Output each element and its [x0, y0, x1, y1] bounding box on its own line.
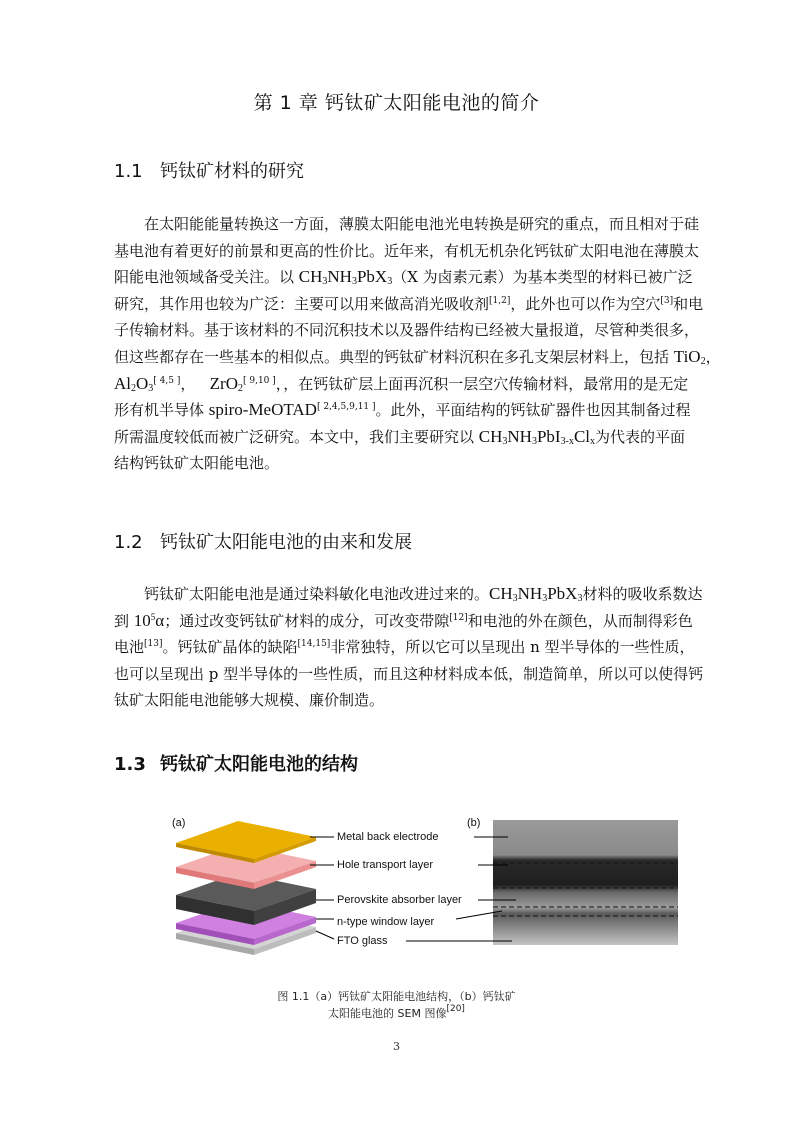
layer-label: n-type window layer [337, 916, 435, 928]
text-line: 阳能电池领域备受关注。以 $CH_3NH_3PbX_3(X$ 为卤素元素）为基本类型的材料已被广泛 [114, 267, 693, 288]
text-line: 结构钙钛矿太阳能电池。 [114, 454, 280, 473]
text-line: 但这些都存在一些基本的相似点。典型的钙钛矿材料沉积在多孔支架层材料上，包括 TiO$_2$， [114, 346, 721, 367]
text-line: 研究，其作用也较为广泛：主要可以用来做高消光吸收剂[1,2]，此外也可以作为空穴[3]和电 [114, 294, 704, 313]
text-line: 电池[13]。钙钛矿晶体的缺陷[14,15]非常独特，所以它可以呈现出 n 型半导体的一些性质， [114, 638, 695, 657]
section-heading-1-2 [114, 528, 412, 554]
section-heading-1-3 [114, 750, 358, 776]
text-line: 在太阳能能量转换这一方面，薄膜太阳能电池光电转换是研究的重点，而且相对于硅 [144, 215, 700, 233]
text-line: 也可以呈现出 p 型半导体的一些性质，而且这种材料成本低，制造简单，所以可以使得钙 [114, 664, 704, 683]
text-line: 钙钛矿太阳能电池是通过染料敏化电池改进过来的。$CH_3NH_3PbX_3$材料的吸收系数达 [144, 584, 703, 604]
section-heading-1-1 [114, 157, 304, 183]
text-line: 钛矿太阳能电池能够大规模、廉价制造。 [114, 691, 385, 710]
section-title: 钙钛矿太阳能电池的结构 [160, 754, 358, 775]
panel-a-label: (a) [172, 817, 186, 829]
text-line: 所需温度较低而被广泛研究。本文中，我们主要研究以 $CH_3NH_3PbI_{3-x}Cl_x$为代表的平面 [114, 426, 686, 447]
section-number: 1.1 [114, 161, 143, 182]
section-title: 钙钛矿太阳能电池的由来和发展 [160, 532, 412, 553]
sem-image [493, 820, 678, 945]
layer-label: Hole transport layer [337, 859, 433, 871]
text-line: $Al_2O_3[ 4,5 ]$， ZrO$_2$[ 9,10 ]，，在钙钛矿层上面再沉积一层空穴传输材料，最常用的是无定 [114, 373, 689, 394]
section-number: 1.2 [114, 532, 143, 553]
text-line: 子传输材料。基于该材料的不同沉积技术以及器件结构已经被大量报道，尽管种类很多， [114, 321, 700, 340]
layer-label: Perovskite absorber layer [337, 894, 462, 906]
layer-label: FTO glass [337, 935, 388, 947]
layer-label: Metal back electrode [337, 831, 439, 843]
text-line: 基电池有着更好的前景和更高的性价比。近年来，有机无机杂化钙钛矿太阳电池在薄膜太 [114, 241, 700, 260]
section-title: 钙钛矿材料的研究 [160, 161, 304, 182]
caption-line: 图 1.1（a）钙钛矿太阳能电池结构，（b）钙钛矿 [277, 990, 516, 1003]
paragraph-2 [114, 581, 740, 714]
figure-1-1 [166, 815, 681, 960]
chapter-title: 第 1 章 钙钛矿太阳能电池的简介 [253, 92, 540, 114]
text-line: 到 $10^5\alpha$；通过改变钙钛矿材料的成分，可改变带隙[12]和电池的外在颜色，从而制得彩色 [114, 610, 693, 630]
caption-line: 太阳能电池的 SEM 图像[20] [328, 1004, 465, 1020]
paragraph-1 [114, 211, 740, 477]
text-line: 形有机半导体 spiro-MeOTAD[ 2,4,5,9,11 ]。此外，平面结构的钙钛矿器件也因其制备过程 [114, 400, 691, 420]
panel-b-label: (b) [467, 817, 481, 829]
figure-caption [0, 988, 793, 1022]
section-number: 1.3 [114, 754, 146, 775]
page-number: 3 [393, 1040, 400, 1053]
